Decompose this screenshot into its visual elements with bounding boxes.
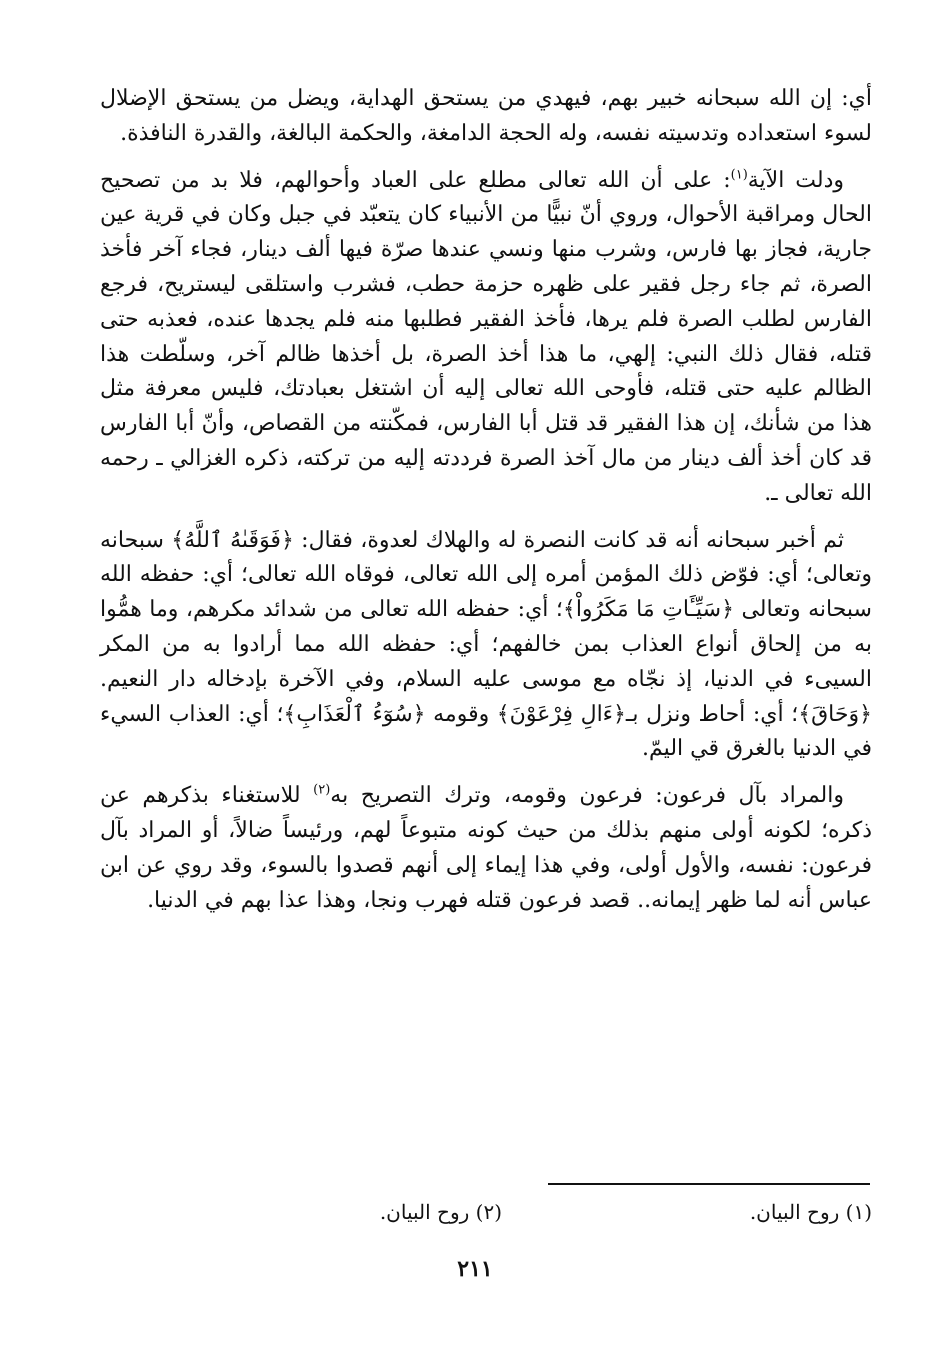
paragraph-3: ثم أخبر سبحانه أنه قد كانت النصرة له والهلاك لعدوة، فقال: ﴿فَوَقَىٰهُ ٱللَّهُ﴾ سبحانه وتعالى؛ أي: فوّض ذلك المؤمن أمره إلى الله تعالى، فوقاه الله تعالى؛ أي: حفظه الله سبحانه وتعالى ﴿سَيِّـَٔاتِ مَا مَكَرُواْ﴾؛ أي: حفظه الله تعالى من شدائد مكرهم، وما همُّوا به من إلحاق أنواع العذاب بمن خالفهم؛ أي: حفظه الله مما أرادوا به من المكر السيىء في الدنيا، إذ نجّاه مع موسى عليه السلام، وفي الآخرة بإدخاله دار النعيم. ﴿وَحَاقَ﴾؛ أي: أحاط ونزل بـ﴿ءَالِ فِرْعَوْنَ﴾ وقومه ﴿سُوٓءُ ٱلْعَذَابِ﴾؛ أي: العذاب السيء في الدنيا بالغرق قي اليمّ. [100,527,872,762]
footnote-1-text: روح البيان. [749,1200,840,1224]
paragraph-2-lead: ودلت الآية [747,167,845,193]
footnotes [100,1200,872,1224]
paragraph-1: أي: إن الله سبحانه خبير بهم، فيهدي من يستحق الهداية، ويضل من يستحق الإضلال لسوء استعداده وتدسيته نفسه، وله الحجة الدامغة، والحكمة البالغة، والقدرة النافذة. [100,86,872,146]
footnote-2 [132,1200,502,1224]
footnote-1-marker: (١) [845,1200,872,1224]
footnote-2-text: روح البيان. [379,1200,470,1224]
paragraph-2-body: : على أن الله تعالى مطلع على العباد وأحوالهم، فلا بد من تصحيح الحال ومراقبة الأحوال، وروي أنّ نبيًّا من الأنبياء كان يتعبّد في جبل وكان في قرية عين جارية، فجاز بها فارس، وشرب منها ونسي عندها صرّة فيها ألف دينار، فجاء آخر فأخذ الصرة، ثم جاء رجل فقير على ظهره حزمة حطب، فشرب واستلقى ليستريح، فرجع الفارس لطلب الصرة فلم يرها، فأخذ الفقير فطلبها منه فلم يجدها عنده، فعذبه حتى قتله، فقال ذلك النبي: إلهي، ما هذا أخذ الصرة، بل أخذها ظالم آخر، وسلّطت هذا الظالم عليه حتى قتله، فأوحى الله تعالى إليه أن اشتغل بعبادتك، فليس معرفة مثل هذا من شأنك، إن هذا الفقير قد قتل أبا الفارس، فمكّنته من القصاص، وأنّ أبا الفارس قد كان أخذ ألف دينار من مال آخذ الصرة فرددته إليه من تركته، ذكره الغزالي ـ رحمه الله تعالى ـ. [100,167,872,506]
footnote-ref-2: (٢) [313,782,331,798]
paragraph-2 [100,164,872,512]
page-number: ٢١١ [457,1256,493,1282]
footnote-1 [502,1200,872,1224]
paragraph-4-body: للاستغناء بذكرهم عن ذكره؛ لكونه أولى منهم بذلك من حيث كونه متبوعاً لهم، ورئيساً ضالاً، أو المراد بآل فرعون: نفسه، والأول أولى، وفي هذا إيماء إلى أنهم قصدوا بالسوء، وقد روي عن ابن عباس أنه لما ظهر إيمانه.. قصد فرعون قتله فهرب ونجا، وهذا عذا بهم في الدنيا. [100,783,872,913]
page-body [100,82,872,930]
footnote-2-marker: (٢) [475,1200,502,1224]
paragraph-4 [100,779,872,918]
paragraph-4-lead: والمراد بآل فرعون: فرعون وقومه، وترك التصريح به [330,783,844,809]
footnote-separator [548,1183,870,1185]
footnote-ref-1: (١) [730,167,748,183]
